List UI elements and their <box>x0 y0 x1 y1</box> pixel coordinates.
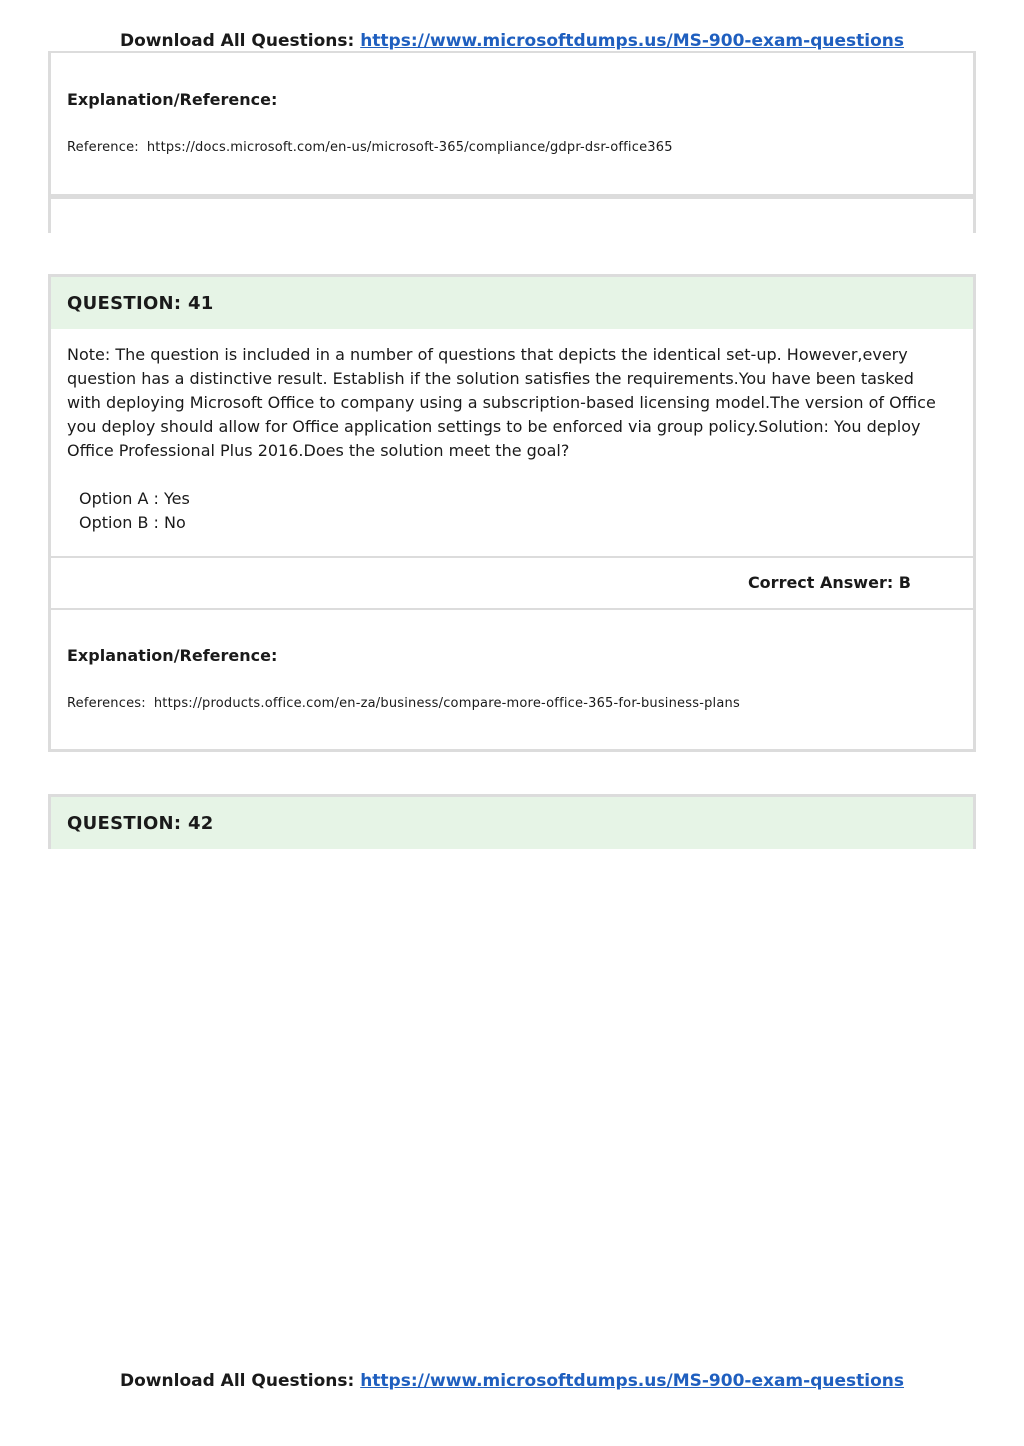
reference-line <box>67 140 673 155</box>
correct-answer: Correct Answer: B <box>747 573 911 592</box>
question-41-title: QUESTION: 41 <box>67 292 214 314</box>
download-banner-bottom <box>0 1371 1024 1391</box>
reference-url: https://docs.microsoft.com/en-us/microsoft-365/compliance/gdpr-dsr-office365 <box>146 140 673 155</box>
prev-explanation-box <box>48 51 976 197</box>
option-b[interactable]: Option B : No <box>79 513 186 532</box>
download-label: Download All Questions: <box>120 31 355 51</box>
option-a[interactable]: Option A : Yes <box>79 489 190 508</box>
question-41-explanation <box>51 610 973 749</box>
options-list <box>67 487 949 535</box>
download-banner-top <box>0 31 1024 51</box>
question-41-card <box>48 274 976 752</box>
download-label: Download All Questions: <box>120 1371 355 1391</box>
question-42-header <box>51 797 973 849</box>
reference-url: https://products.office.com/en-za/business/compare-more-office-365-for-business-plans <box>153 696 740 711</box>
explanation-title: Explanation/Reference: <box>67 646 278 665</box>
reference-label: Reference: <box>67 140 139 155</box>
question-42-card <box>48 794 976 849</box>
explanation-title: Explanation/Reference: <box>67 90 278 109</box>
reference-label: References: <box>67 696 146 711</box>
download-link[interactable]: https://www.microsoftdumps.us/MS-900-exam-questions <box>360 31 904 51</box>
download-link[interactable]: https://www.microsoftdumps.us/MS-900-exam-questions <box>360 1371 904 1391</box>
reference-line <box>67 696 740 711</box>
empty-continuation-box <box>48 196 976 233</box>
question-42-title: QUESTION: 42 <box>67 812 214 834</box>
question-41-body <box>51 329 973 556</box>
question-41-header <box>51 277 973 329</box>
answer-row <box>51 558 973 608</box>
question-41-text: Note: The question is included in a number of questions that depicts the identical set-up. However,every question has a distinctive result. Establish if the solution satisfies the requirements.You have been tasked with deploying Microsoft Office to company using a subscription-based licensing model.The version of Office you deploy should allow for Office application settings to be enforced via group policy.Solution: You deploy Office Professional Plus 2016.Does the solution meet the goal? <box>67 345 936 460</box>
